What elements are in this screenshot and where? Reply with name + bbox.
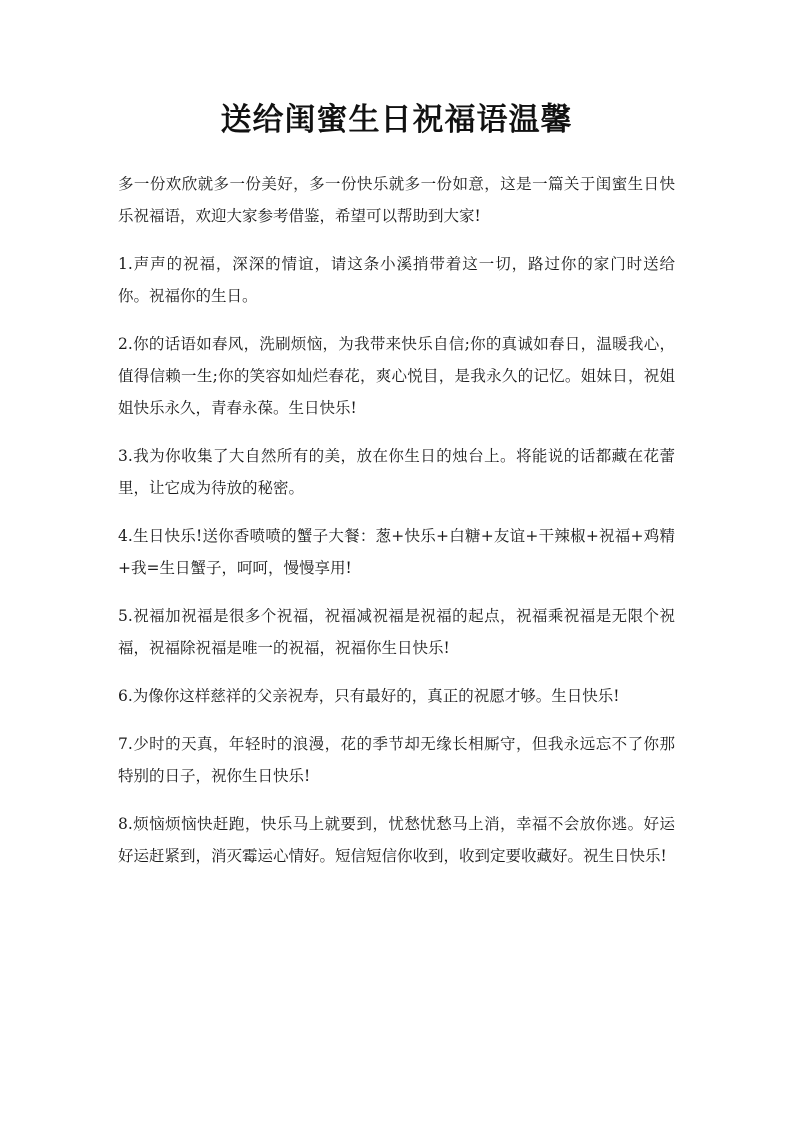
- wish-paragraph-3: 3.我为你收集了大自然所有的美，放在你生日的烛台上。将能说的话都藏在花蕾里，让它成为待放的秘密。: [118, 447, 675, 497]
- wish-paragraph-2: 2.你的话语如春风，洗刷烦恼，为我带来快乐自信;你的真诚如春日，温暖我心，值得信赖一生;你的笑容如灿烂春花，爽心悦目，是我永久的记忆。姐妹日，祝姐姐快乐永久，青春永葆。生日快乐!: [118, 335, 675, 417]
- intro-paragraph: 多一份欢欣就多一份美好，多一份快乐就多一份如意，这是一篇关于闺蜜生日快乐祝福语，欢迎大家参考借鉴，希望可以帮助到大家!: [118, 175, 675, 225]
- wish-paragraph-5: 5.祝福加祝福是很多个祝福，祝福减祝福是祝福的起点，祝福乘祝福是无限个祝福，祝福除祝福是唯一的祝福，祝福你生日快乐!: [118, 607, 675, 657]
- wish-paragraph-1: 1.声声的祝福，深深的情谊，请这条小溪捎带着这一切，路过你的家门时送给你。祝福你的生日。: [118, 255, 675, 305]
- wish-paragraph-4: 4.生日快乐!送你香喷喷的蟹子大餐：葱+快乐+白糖+友谊+干辣椒+祝福+鸡精+我=生日蟹子，呵呵，慢慢享用!: [118, 527, 675, 577]
- wish-paragraph-6: 6.为像你这样慈祥的父亲祝寿，只有最好的，真正的祝愿才够。生日快乐!: [118, 687, 620, 705]
- wish-paragraph-7: 7.少时的天真，年轻时的浪漫，花的季节却无缘长相厮守，但我永远忘不了你那特别的日子，祝你生日快乐!: [118, 735, 675, 785]
- document-title: 送给闺蜜生日祝福语温馨: [220, 102, 573, 138]
- wish-paragraph-8: 8.烦恼烦恼快赶跑，快乐马上就要到，忧愁忧愁马上消，幸福不会放你逃。好运好运赶紧到，消灭霉运心情好。短信短信你收到，收到定要收藏好。祝生日快乐!: [118, 815, 675, 865]
